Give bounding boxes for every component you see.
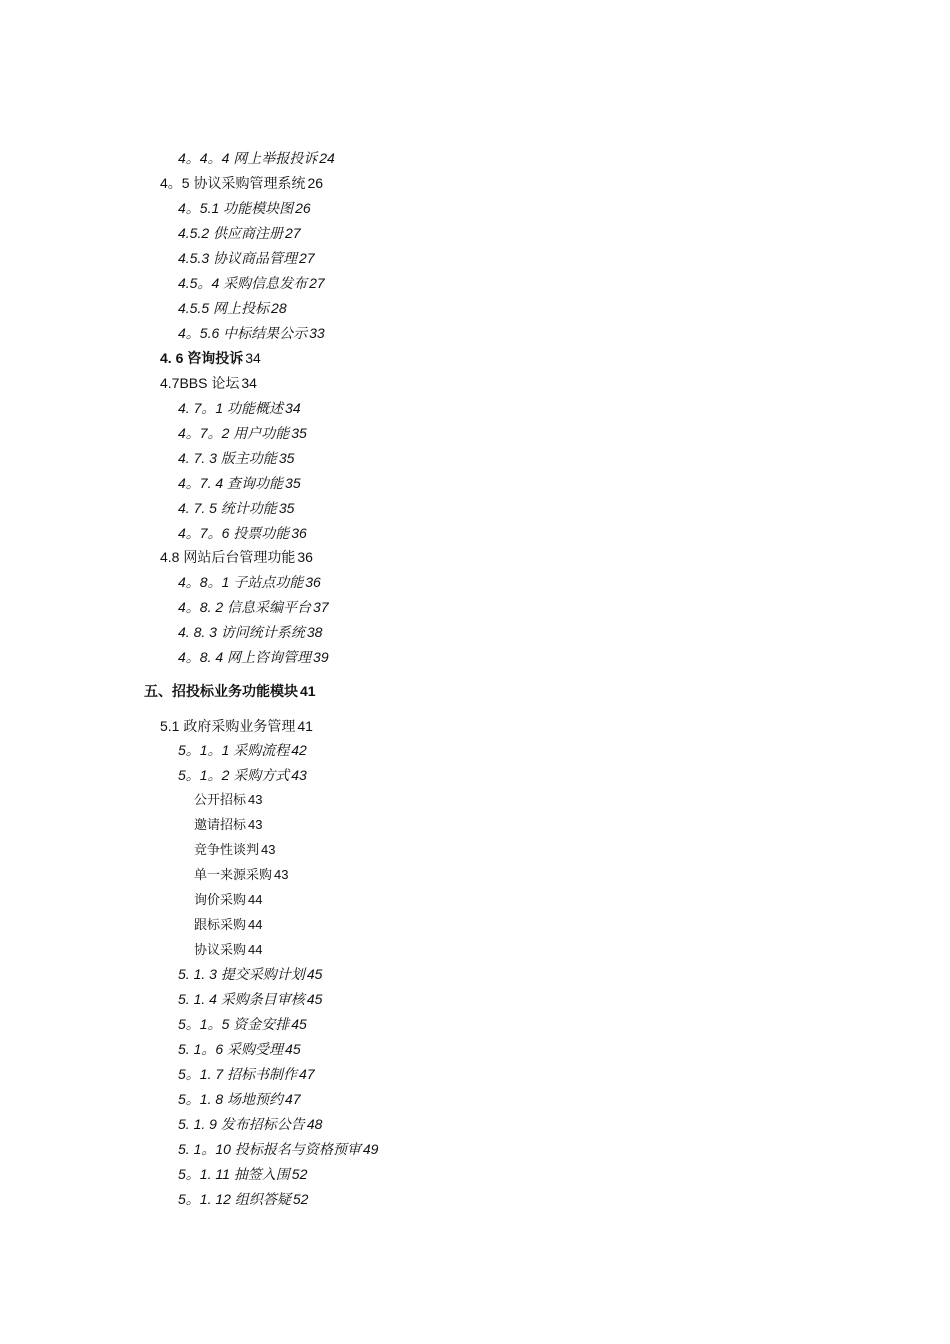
toc-entry-page-number: 27 <box>299 250 315 266</box>
toc-entry-title: 5。1。5 资金安排 <box>178 1016 290 1032</box>
toc-entry-page-number: 44 <box>248 942 263 957</box>
toc-entry-page-number: 36 <box>305 574 321 590</box>
toc-entry[interactable] <box>178 741 307 759</box>
toc-entry-page-number: 34 <box>241 375 257 391</box>
toc-entry[interactable] <box>178 499 294 517</box>
toc-entry[interactable] <box>160 717 313 735</box>
toc-entry-title: 5。1. 12 组织答疑 <box>178 1191 291 1207</box>
toc-entry[interactable] <box>194 866 288 884</box>
toc-entry-page-number: 52 <box>291 1166 308 1182</box>
toc-entry-title: 5. 1。10 投标报名与资格预审 <box>178 1141 361 1157</box>
toc-entry-title: 5。1. 11 抽签入围 <box>178 1166 290 1182</box>
toc-entry-title: 5. 1. 4 采购条目审核 <box>178 991 305 1007</box>
toc-entry-title: 5。1. 8 场地预约 <box>178 1091 284 1107</box>
toc-entry-title: 五、招投标业务功能模块 <box>144 683 298 699</box>
toc-entry-title: 4. 7. 3 版主功能 <box>178 450 277 466</box>
toc-entry-page-number: 39 <box>313 649 329 665</box>
toc-entry[interactable] <box>178 965 322 983</box>
toc-entry-title: 单一来源采购 <box>194 867 273 882</box>
toc-entry-page-number: 26 <box>295 200 311 216</box>
toc-entry-page-number: 44 <box>248 892 263 907</box>
toc-entry-title: 5。1。1 采购流程 <box>178 742 290 758</box>
toc-entry-page-number: 41 <box>297 718 313 734</box>
toc-entry-title: 4。8. 2 信息采编平台 <box>178 599 312 615</box>
toc-entry[interactable] <box>178 1015 307 1033</box>
toc-entry-page-number: 27 <box>309 275 325 291</box>
toc-entry[interactable] <box>178 1065 315 1083</box>
toc-entry[interactable] <box>178 1190 308 1208</box>
toc-entry[interactable] <box>178 449 294 467</box>
toc-entry[interactable] <box>178 199 311 217</box>
toc-entry[interactable] <box>178 648 329 666</box>
toc-entry-title: 4。5 协议采购管理系统 <box>160 175 306 191</box>
toc-entry-page-number: 45 <box>306 991 323 1007</box>
toc-entry-page-number: 35 <box>291 425 307 441</box>
toc-entry-page-number: 27 <box>285 225 301 241</box>
toc-entry-page-number: 38 <box>306 624 323 640</box>
toc-entry-title: 协议采购 <box>194 942 247 957</box>
toc-entry[interactable] <box>178 399 301 417</box>
toc-entry-title: 4.8 网站后台管理功能 <box>160 549 296 565</box>
toc-entry[interactable] <box>178 1165 307 1183</box>
toc-entry-title: 4. 6 咨询投诉 <box>160 350 244 366</box>
toc-entry-title: 4. 7。1 功能概述 <box>178 400 284 416</box>
toc-entry-title: 4。4。4 网上举报投诉 <box>178 150 318 166</box>
toc-entry[interactable] <box>178 149 335 167</box>
toc-entry[interactable] <box>194 916 262 934</box>
toc-entry[interactable] <box>178 424 307 442</box>
toc-entry[interactable] <box>178 766 307 784</box>
toc-entry-page-number: 43 <box>291 767 307 783</box>
toc-entry-title: 竞争性谈判 <box>194 842 260 857</box>
toc-entry-page-number: 36 <box>291 525 307 541</box>
toc-entry-page-number: 34 <box>285 400 301 416</box>
toc-entry-page-number: 35 <box>278 450 295 466</box>
toc-entry-page-number: 28 <box>271 300 287 316</box>
toc-entry[interactable] <box>178 524 307 542</box>
toc-entry-title: 4.5.5 网上投标 <box>178 300 270 316</box>
toc-entry[interactable] <box>178 249 315 267</box>
toc-entry[interactable] <box>178 598 329 616</box>
toc-entry-page-number: 35 <box>278 500 295 516</box>
toc-entry-title: 4。8。1 子站点功能 <box>178 574 304 590</box>
toc-entry[interactable] <box>178 224 301 242</box>
toc-entry[interactable] <box>160 174 323 192</box>
toc-entry-title: 4.5.2 供应商注册 <box>178 225 284 241</box>
toc-entry-page-number: 42 <box>291 742 307 758</box>
toc-entry-page-number: 26 <box>307 175 324 191</box>
toc-entry-title: 5.1 政府采购业务管理 <box>160 718 296 734</box>
toc-entry-page-number: 45 <box>285 1041 301 1057</box>
toc-entry[interactable] <box>160 374 257 392</box>
toc-entry-page-number: 43 <box>261 842 276 857</box>
toc-entry-page-number: 45 <box>291 1016 307 1032</box>
toc-entry-page-number: 49 <box>362 1141 379 1157</box>
toc-entry[interactable] <box>194 791 262 809</box>
toc-entry-title: 4.7BBS 论坛 <box>160 375 240 391</box>
toc-entry[interactable] <box>178 990 322 1008</box>
toc-entry-title: 4。7。2 用户功能 <box>178 425 290 441</box>
toc-entry[interactable] <box>194 841 275 859</box>
toc-entry-title: 4. 7. 5 统计功能 <box>178 500 277 516</box>
toc-entry-page-number: 34 <box>245 350 261 366</box>
toc-entry[interactable] <box>194 941 262 959</box>
toc-entry-page-number: 47 <box>299 1066 315 1082</box>
toc-entry-title: 4.5。4 采购信息发布 <box>178 275 308 291</box>
toc-entry-title: 4。7。6 投票功能 <box>178 525 290 541</box>
toc-entry-title: 4。8. 4 网上咨询管理 <box>178 649 312 665</box>
toc-entry-page-number: 45 <box>306 966 323 982</box>
toc-entry-page-number: 52 <box>292 1191 309 1207</box>
toc-entry-page-number: 36 <box>297 549 313 565</box>
toc-entry-page-number: 33 <box>309 325 325 341</box>
toc-entry[interactable] <box>178 1115 322 1133</box>
toc-entry-title: 4。7. 4 查询功能 <box>178 475 284 491</box>
toc-entry-title: 5. 1. 9 发布招标公告 <box>178 1116 305 1132</box>
toc-entry[interactable] <box>178 274 325 292</box>
toc-entry[interactable] <box>178 324 325 342</box>
toc-entry[interactable] <box>194 891 262 909</box>
toc-entry-title: 4。5.6 中标结果公示 <box>178 325 308 341</box>
toc-entry[interactable] <box>178 299 287 317</box>
toc-entry-page-number: 24 <box>319 150 335 166</box>
toc-entry-title: 5. 1。6 采购受理 <box>178 1041 284 1057</box>
toc-entry-title: 4. 8. 3 访问统计系统 <box>178 624 305 640</box>
toc-entry-title: 4。5.1 功能模块图 <box>178 200 294 216</box>
toc-entry-page-number: 47 <box>285 1091 301 1107</box>
toc-entry-page-number: 43 <box>248 792 263 807</box>
toc-entry-title: 邀请招标 <box>194 817 247 832</box>
toc-entry-title: 询价采购 <box>194 892 247 907</box>
toc-entry[interactable] <box>160 548 313 566</box>
toc-entry-page-number: 43 <box>248 817 263 832</box>
toc-entry-page-number: 35 <box>285 475 301 491</box>
toc-entry-page-number: 41 <box>300 683 316 699</box>
toc-entry-page-number: 48 <box>306 1116 323 1132</box>
toc-entry-title: 5。1。2 采购方式 <box>178 767 290 783</box>
toc-entry-page-number: 43 <box>274 867 289 882</box>
toc-entry[interactable] <box>144 682 316 700</box>
toc-entry-page-number: 37 <box>313 599 329 615</box>
toc-entry[interactable] <box>178 1040 301 1058</box>
toc-entry[interactable] <box>194 816 262 834</box>
toc-entry[interactable] <box>178 573 321 591</box>
toc-entry-title: 公开招标 <box>194 792 247 807</box>
toc-entry[interactable] <box>178 474 301 492</box>
toc-entry[interactable] <box>178 1140 378 1158</box>
toc-entry-page-number: 44 <box>248 917 263 932</box>
toc-entry-title: 4.5.3 协议商品管理 <box>178 250 298 266</box>
toc-entry[interactable] <box>178 1090 301 1108</box>
toc-entry-title: 5。1. 7 招标书制作 <box>178 1066 298 1082</box>
toc-entry-title: 跟标采购 <box>194 917 247 932</box>
toc-entry[interactable] <box>178 623 322 641</box>
toc-entry-title: 5. 1. 3 提交采购计划 <box>178 966 305 982</box>
toc-entry[interactable] <box>160 349 261 367</box>
